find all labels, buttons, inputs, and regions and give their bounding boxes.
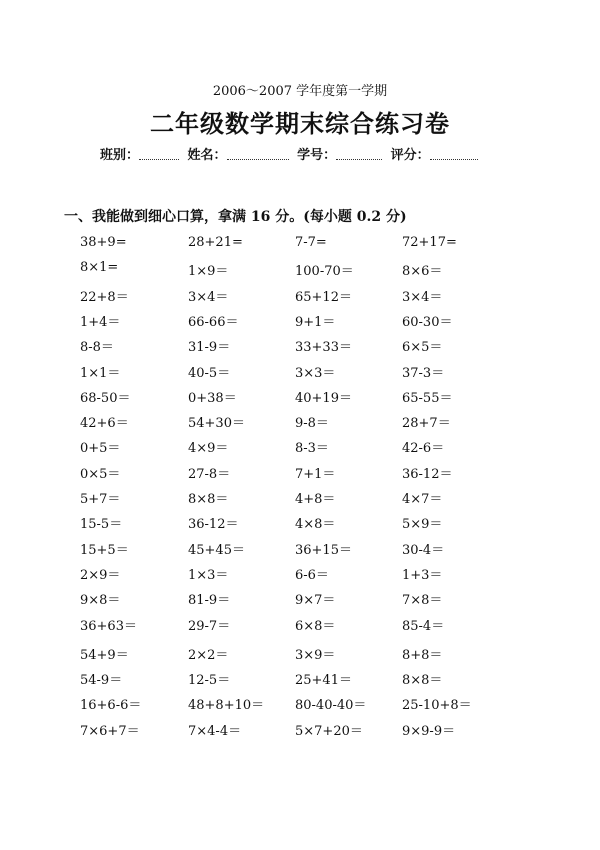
problem-item: 2×9＝ — [80, 567, 121, 583]
problem-row — [80, 260, 520, 280]
problem-item: 15+5＝ — [80, 542, 129, 558]
problem-item: 25+41＝ — [295, 673, 352, 689]
problem-item: 54-9＝ — [80, 673, 123, 689]
problem-item: 54+9＝ — [80, 647, 129, 663]
problem-item: 3×9＝ — [295, 647, 336, 663]
problem-item: 12-5＝ — [188, 673, 231, 689]
problem-item: 8×1= — [80, 260, 119, 276]
problem-row — [80, 336, 520, 356]
problem-item: 0×5＝ — [80, 466, 121, 482]
problem-item: 72+17= — [402, 235, 457, 250]
problem-item: 48+8+10＝ — [188, 698, 265, 714]
score-label: 评分： — [390, 148, 430, 163]
problem-row — [80, 488, 520, 508]
student-number-label: 学号： — [297, 148, 337, 163]
problem-item: 2×2＝ — [188, 647, 229, 663]
problem-item: 1×9＝ — [188, 264, 229, 280]
problem-item: 1+4＝ — [80, 314, 121, 330]
page-title: 二年级数学期末综合练习卷 — [150, 110, 450, 138]
problem-row — [80, 362, 520, 382]
problem-item: 5×9＝ — [402, 517, 443, 533]
problem-row — [80, 286, 520, 306]
problem-item: 36+63＝ — [80, 618, 137, 634]
problem-item: 81-9＝ — [188, 593, 231, 609]
student-info-row — [100, 144, 520, 163]
problem-item: 66-66＝ — [188, 314, 239, 330]
problem-row — [80, 564, 520, 584]
problem-item: 7×4-4＝ — [188, 723, 242, 739]
problem-row — [80, 669, 520, 689]
problem-item: 9×8＝ — [80, 593, 121, 609]
problem-row — [80, 615, 520, 635]
section-1-title: 一、我能做到细心口算，拿满 16 分。(每小题 0.2 分) — [64, 209, 407, 225]
problem-item: 7+1＝ — [295, 466, 336, 482]
problem-item: 33+33＝ — [295, 340, 352, 356]
problem-item: 36+15＝ — [295, 542, 352, 558]
problem-row — [80, 311, 520, 331]
problem-item: 42-6＝ — [402, 441, 445, 457]
problem-item: 1+3＝ — [402, 567, 443, 583]
problem-item: 8×6＝ — [402, 264, 443, 280]
problem-item: 3×4＝ — [188, 289, 229, 305]
problem-row — [80, 235, 520, 255]
problem-row — [80, 513, 520, 533]
problem-item: 28+21= — [188, 235, 243, 250]
problem-item: 15-5＝ — [80, 517, 123, 533]
problem-item: 9-8＝ — [295, 416, 329, 432]
problem-item: 68-50＝ — [80, 390, 131, 406]
problem-item: 60-30＝ — [402, 314, 453, 330]
name-label: 姓名： — [187, 148, 227, 163]
problem-item: 54+30＝ — [188, 416, 245, 432]
term-line: 2006～2007 学年度第一学期 — [212, 84, 388, 99]
problem-item: 0+38＝ — [188, 390, 237, 406]
problem-item: 30-4＝ — [402, 542, 445, 558]
problem-item: 6×8＝ — [295, 618, 336, 634]
problem-item: 80-40-40＝ — [295, 698, 367, 714]
problem-row — [80, 387, 520, 407]
problem-item: 4×7＝ — [402, 492, 443, 507]
score-blank[interactable] — [430, 147, 478, 160]
problem-item: 0+5＝ — [80, 441, 121, 457]
class-blank[interactable] — [139, 147, 179, 160]
student-number-blank[interactable] — [336, 147, 382, 160]
problem-item: 3×4＝ — [402, 289, 443, 305]
problem-row — [80, 437, 520, 457]
problem-item: 31-9＝ — [188, 340, 231, 356]
problem-item: 6×5＝ — [402, 340, 443, 356]
problem-item: 8-8＝ — [80, 340, 114, 356]
problem-item: 36-12＝ — [402, 466, 453, 482]
name-blank[interactable] — [227, 147, 289, 160]
problem-item: 38+9= — [80, 235, 127, 250]
problem-item: 16+6-6＝ — [80, 698, 142, 714]
problem-item: 4×9＝ — [188, 441, 229, 457]
problem-item: 5+7＝ — [80, 492, 121, 507]
class-label: 班别： — [100, 148, 140, 163]
problem-item: 27-8＝ — [188, 466, 231, 482]
problem-item: 29-7＝ — [188, 618, 231, 634]
problem-item: 100-70＝ — [295, 264, 354, 280]
problem-item: 8+8＝ — [402, 647, 443, 663]
problem-item: 45+45＝ — [188, 542, 245, 558]
problem-item: 65+12＝ — [295, 289, 352, 305]
problem-item: 9×9-9＝ — [402, 723, 456, 739]
problem-row — [80, 412, 520, 432]
problem-item: 85-4＝ — [402, 618, 445, 634]
problem-row — [80, 463, 520, 483]
problem-item: 4+8＝ — [295, 492, 336, 507]
problem-item: 8×8＝ — [188, 492, 229, 507]
problem-item: 1×3＝ — [188, 567, 229, 583]
problem-item: 42+6＝ — [80, 416, 129, 432]
problem-item: 40+19＝ — [295, 390, 352, 406]
problem-item: 8×8＝ — [402, 673, 443, 689]
problem-item: 3×3＝ — [295, 365, 336, 381]
problem-item: 7×6+7＝ — [80, 723, 140, 739]
problem-row — [80, 720, 520, 740]
problem-item: 65-55＝ — [402, 390, 453, 406]
problem-item: 28+7＝ — [402, 416, 451, 432]
problem-item: 9×7＝ — [295, 593, 336, 609]
problem-row — [80, 589, 520, 609]
problem-item: 7-7= — [295, 235, 327, 250]
problem-item: 37-3＝ — [402, 365, 445, 381]
problem-item: 1×1＝ — [80, 365, 121, 381]
problem-row — [80, 644, 520, 664]
problem-row — [80, 539, 520, 559]
problem-item: 40-5＝ — [188, 365, 231, 381]
problem-item: 6-6＝ — [295, 567, 329, 583]
problem-item: 4×8＝ — [295, 517, 336, 533]
problem-item: 5×7+20＝ — [295, 723, 363, 739]
problem-item: 9+1＝ — [295, 314, 336, 330]
problem-item: 22+8＝ — [80, 289, 129, 305]
problem-item: 25-10+8＝ — [402, 698, 472, 714]
problem-item: 7×8＝ — [402, 593, 443, 609]
problem-item: 36-12＝ — [188, 517, 239, 533]
problem-item: 8-3＝ — [295, 441, 329, 457]
problem-row — [80, 694, 520, 714]
